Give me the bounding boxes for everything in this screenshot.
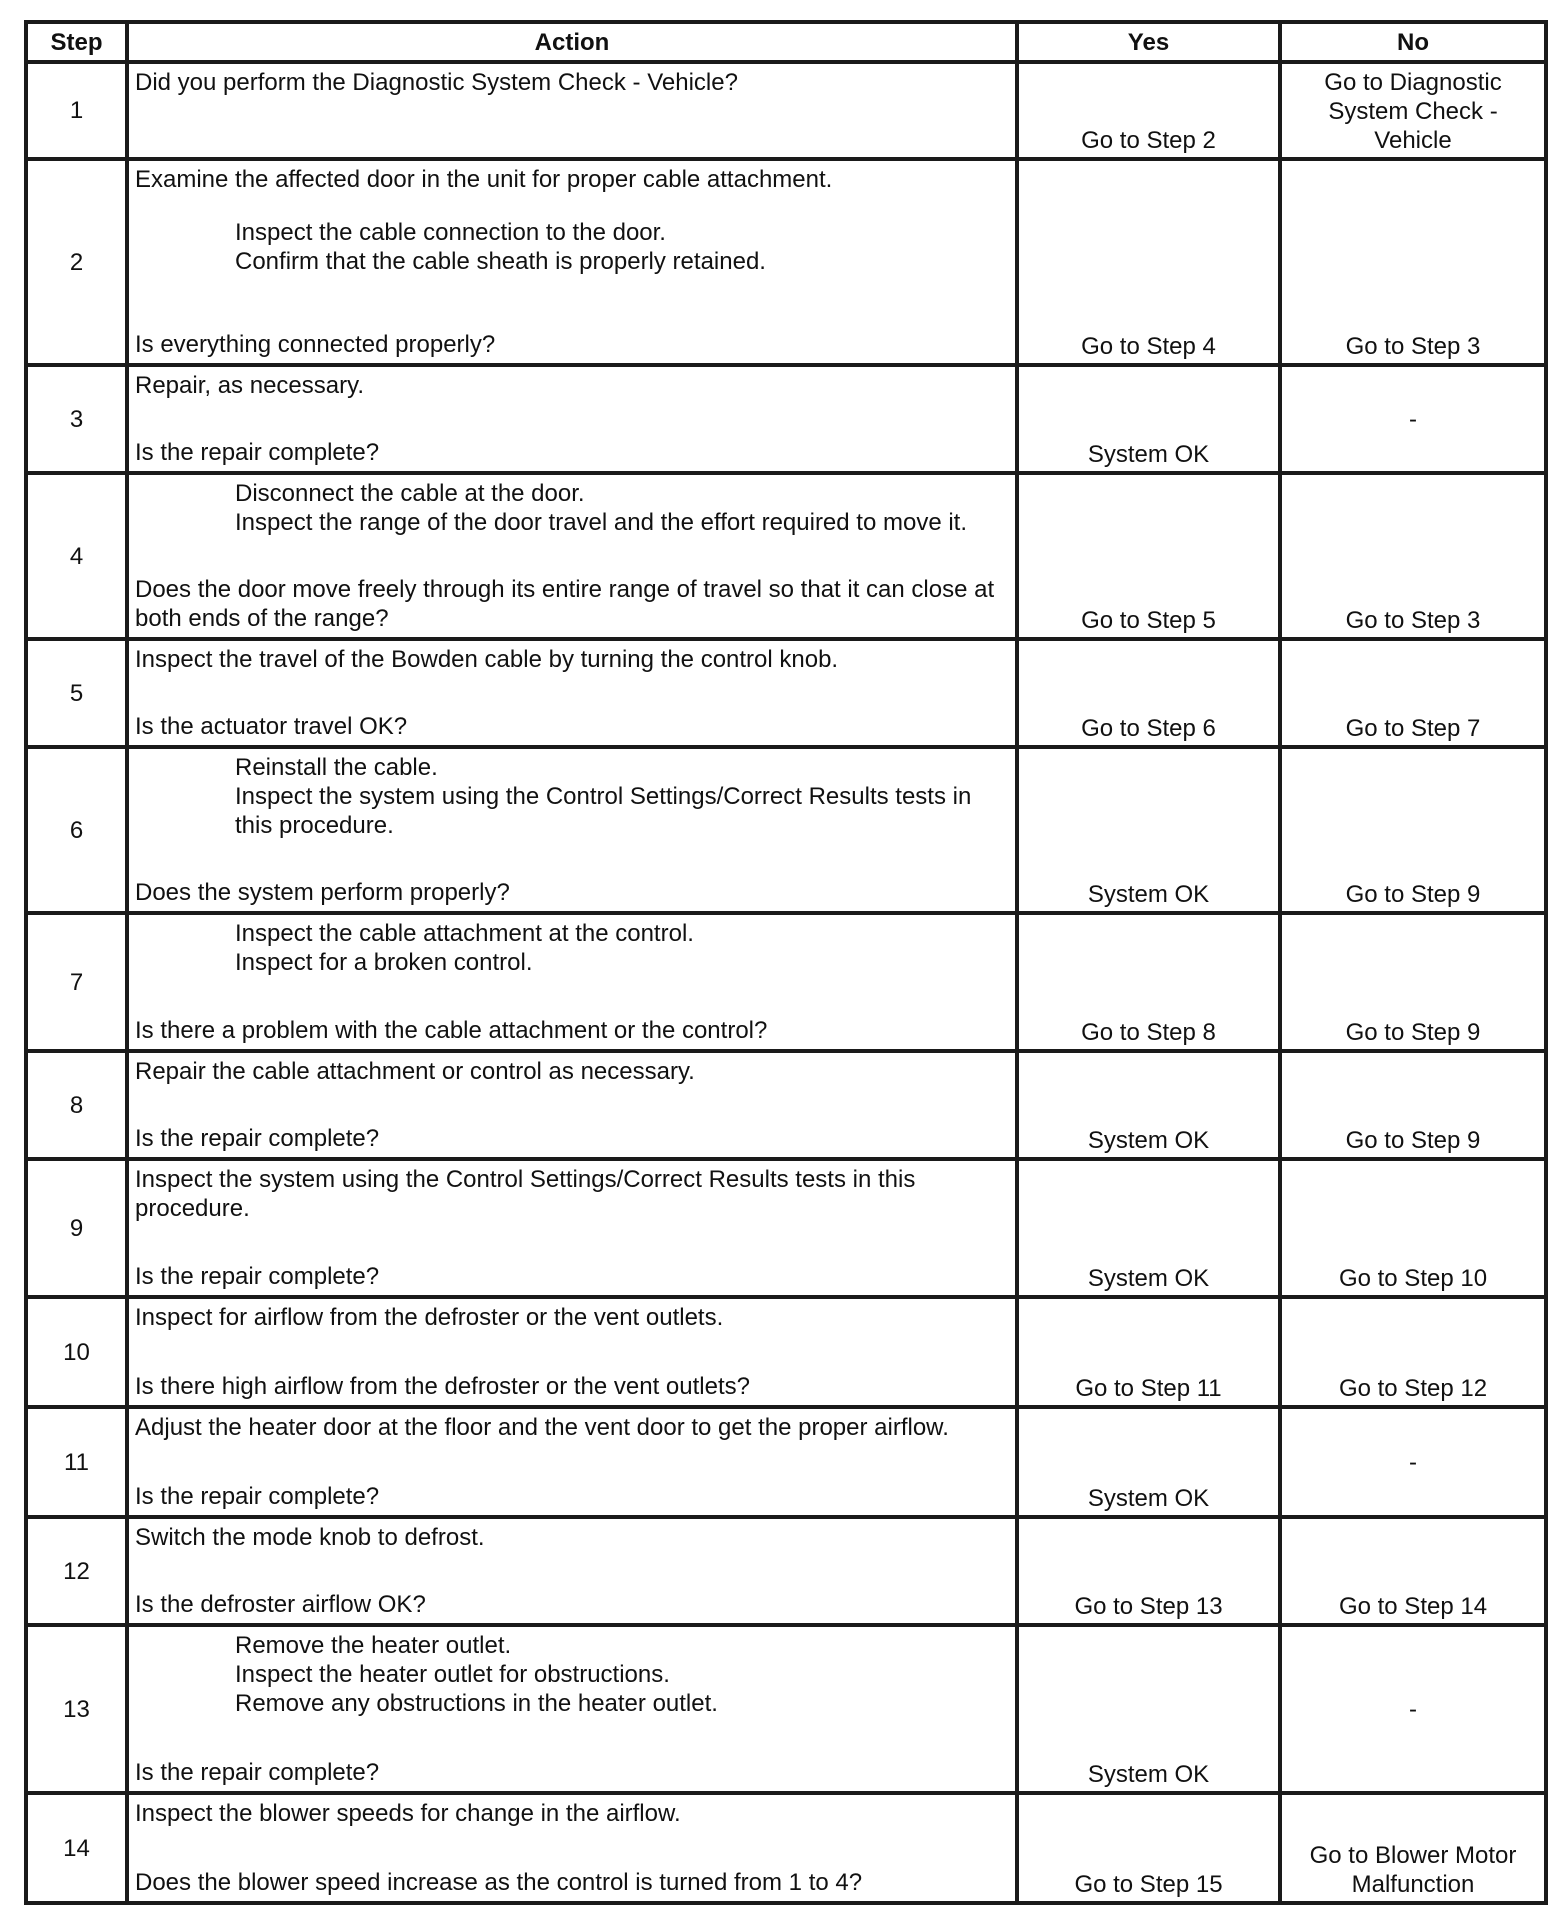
- action-spacer: [129, 276, 1015, 330]
- action-item: Inspect the system using the Control Settings/Correct Results tests in this procedure.: [235, 783, 972, 839]
- yes-result: Go to Step 6: [1017, 639, 1280, 747]
- action-question: Is the repair complete?: [135, 1483, 380, 1510]
- action-question: Is the defroster airflow OK?: [135, 1591, 426, 1618]
- action-spacer: [129, 1828, 1015, 1868]
- action-question: Is the repair complete?: [135, 1125, 380, 1152]
- action-intro: Repair, as necessary.: [135, 372, 364, 399]
- step-number: 10: [26, 1297, 127, 1407]
- yes-result: Go to Step 15: [1017, 1793, 1280, 1903]
- action-content: [129, 1519, 1015, 1621]
- no-result: Go to Blower Motor Malfunction: [1280, 1793, 1546, 1903]
- yes-result: Go to Step 8: [1017, 913, 1280, 1051]
- action-question: Does the door move freely through its entire range of travel so that it can close at both ends of the range?: [135, 576, 995, 632]
- no-result: Go to Step 9: [1280, 747, 1546, 913]
- action-intro: Inspect the travel of the Bowden cable by turning the control knob.: [135, 646, 839, 673]
- yes-result: Go to Step 11: [1017, 1297, 1280, 1407]
- header-step: Step: [26, 22, 127, 62]
- diagnostic-table: [24, 20, 1548, 1905]
- table-row: [26, 1297, 1546, 1407]
- action-intro: Repair the cable attachment or control as necessary.: [135, 1058, 695, 1085]
- header-action: Action: [127, 22, 1017, 62]
- action-question: Is the actuator travel OK?: [135, 713, 408, 740]
- step-number: 14: [26, 1793, 127, 1903]
- step-number: 13: [26, 1625, 127, 1793]
- action-items: [129, 475, 1015, 537]
- table-row: [26, 473, 1546, 639]
- action-item: Remove the heater outlet.: [235, 1632, 512, 1659]
- action-item: Inspect for a broken control.: [235, 949, 533, 976]
- no-result: Go to Step 9: [1280, 913, 1546, 1051]
- table-row: [26, 1407, 1546, 1517]
- action-items: [129, 194, 1015, 276]
- step-number: 7: [26, 913, 127, 1051]
- no-result: Go to Step 7: [1280, 639, 1546, 747]
- action-cell: [127, 1793, 1017, 1903]
- step-number: 5: [26, 639, 127, 747]
- no-result: -: [1280, 1407, 1546, 1517]
- action-cell: [127, 473, 1017, 639]
- action-spacer: [129, 1223, 1015, 1262]
- action-cell: [127, 1625, 1017, 1793]
- no-result: -: [1280, 365, 1546, 473]
- action-item: Inspect the range of the door travel and the effort required to move it.: [235, 509, 967, 536]
- action-cell: [127, 1297, 1017, 1407]
- yes-result: System OK: [1017, 747, 1280, 913]
- action-item: Inspect the cable attachment at the control.: [235, 920, 694, 947]
- no-result: Go to Step 3: [1280, 159, 1546, 365]
- action-spacer: [129, 977, 1015, 1016]
- action-item: Reinstall the cable.: [235, 754, 438, 781]
- step-number: 4: [26, 473, 127, 639]
- action-cell: [127, 747, 1017, 913]
- table-row: [26, 1159, 1546, 1297]
- action-content: [129, 475, 1015, 635]
- no-result: Go to Step 9: [1280, 1051, 1546, 1159]
- action-intro: Switch the mode knob to defrost.: [135, 1524, 485, 1551]
- action-question: Does the system perform properly?: [135, 879, 510, 906]
- yes-result: Go to Step 13: [1017, 1517, 1280, 1625]
- action-spacer: [129, 1442, 1015, 1482]
- action-content: [129, 161, 1015, 361]
- yes-result: System OK: [1017, 1159, 1280, 1297]
- action-content: [129, 1299, 1015, 1403]
- table-row: [26, 747, 1546, 913]
- action-spacer: [129, 674, 1015, 712]
- action-question: Is the repair complete?: [135, 1263, 380, 1290]
- table-row: [26, 639, 1546, 747]
- action-spacer: [129, 1718, 1015, 1758]
- header-yes: Yes: [1017, 22, 1280, 62]
- action-question: Is the repair complete?: [135, 439, 380, 466]
- yes-result: Go to Step 5: [1017, 473, 1280, 639]
- action-cell: [127, 159, 1017, 365]
- action-intro: Inspect the system using the Control Settings/Correct Results tests in this procedure.: [135, 1166, 916, 1222]
- action-content: [129, 64, 1015, 154]
- table-row: [26, 1793, 1546, 1903]
- action-item: Disconnect the cable at the door.: [235, 480, 585, 507]
- yes-result: System OK: [1017, 1407, 1280, 1517]
- yes-result: System OK: [1017, 365, 1280, 473]
- action-cell: [127, 1159, 1017, 1297]
- action-cell: [127, 365, 1017, 473]
- action-cell: [127, 639, 1017, 747]
- action-items: [129, 749, 1015, 840]
- action-question: Is there high airflow from the defroster or the vent outlets?: [135, 1373, 750, 1400]
- no-result: Go to Step 14: [1280, 1517, 1546, 1625]
- action-item: Confirm that the cable sheath is properly retained.: [235, 248, 766, 275]
- table-body: [26, 62, 1546, 1903]
- action-content: [129, 1795, 1015, 1899]
- action-question: Is there a problem with the cable attachment or the control?: [135, 1017, 768, 1044]
- action-content: [129, 1161, 1015, 1293]
- action-intro: Inspect the blower speeds for change in the airflow.: [135, 1800, 681, 1827]
- action-spacer: [129, 1332, 1015, 1372]
- action-intro: Did you perform the Diagnostic System Check - Vehicle?: [135, 69, 738, 96]
- action-intro: Examine the affected door in the unit for proper cable attachment.: [135, 166, 833, 193]
- no-result: -: [1280, 1625, 1546, 1793]
- header-row: [26, 22, 1546, 62]
- yes-result: System OK: [1017, 1051, 1280, 1159]
- action-intro: Adjust the heater door at the floor and the vent door to get the proper airflow.: [135, 1414, 949, 1441]
- action-item: Inspect the cable connection to the door.: [235, 219, 666, 246]
- table-row: [26, 1517, 1546, 1625]
- yes-result: Go to Step 4: [1017, 159, 1280, 365]
- no-result: Go to Step 3: [1280, 473, 1546, 639]
- action-content: [129, 367, 1015, 469]
- table-row: [26, 365, 1546, 473]
- step-number: 9: [26, 1159, 127, 1297]
- action-content: [129, 641, 1015, 743]
- header-no: No: [1280, 22, 1546, 62]
- action-items: [129, 915, 1015, 977]
- step-number: 12: [26, 1517, 127, 1625]
- table-row: [26, 1051, 1546, 1159]
- action-item: Inspect the heater outlet for obstructions.: [235, 1661, 670, 1688]
- step-number: 1: [26, 62, 127, 159]
- table-row: [26, 913, 1546, 1051]
- action-content: [129, 915, 1015, 1047]
- action-cell: [127, 913, 1017, 1051]
- yes-result: System OK: [1017, 1625, 1280, 1793]
- action-items: [129, 1627, 1015, 1718]
- action-spacer: [129, 537, 1015, 575]
- action-content: [129, 1627, 1015, 1789]
- action-intro: Inspect for airflow from the defroster or the vent outlets.: [135, 1304, 724, 1331]
- step-number: 2: [26, 159, 127, 365]
- table-row: [26, 1625, 1546, 1793]
- no-result: Go to Step 10: [1280, 1159, 1546, 1297]
- no-result: Go to Step 12: [1280, 1297, 1546, 1407]
- action-cell: [127, 62, 1017, 159]
- action-content: [129, 1053, 1015, 1155]
- action-question: Does the blower speed increase as the control is turned from 1 to 4?: [135, 1869, 863, 1896]
- action-spacer: [129, 1552, 1015, 1590]
- no-result: Go to Diagnostic System Check - Vehicle: [1280, 62, 1546, 159]
- action-cell: [127, 1517, 1017, 1625]
- action-cell: [127, 1051, 1017, 1159]
- yes-result: Go to Step 2: [1017, 62, 1280, 159]
- step-number: 3: [26, 365, 127, 473]
- action-spacer: [129, 400, 1015, 438]
- action-content: [129, 749, 1015, 909]
- step-number: 6: [26, 747, 127, 913]
- action-cell: [127, 1407, 1017, 1517]
- action-spacer: [129, 840, 1015, 878]
- table-row: [26, 62, 1546, 159]
- action-question: Is everything connected properly?: [135, 331, 496, 358]
- action-item: Remove any obstructions in the heater outlet.: [235, 1690, 718, 1717]
- action-question: Is the repair complete?: [135, 1759, 380, 1786]
- table-row: [26, 159, 1546, 365]
- step-number: 8: [26, 1051, 127, 1159]
- action-spacer: [129, 1086, 1015, 1124]
- step-number: 11: [26, 1407, 127, 1517]
- action-content: [129, 1409, 1015, 1513]
